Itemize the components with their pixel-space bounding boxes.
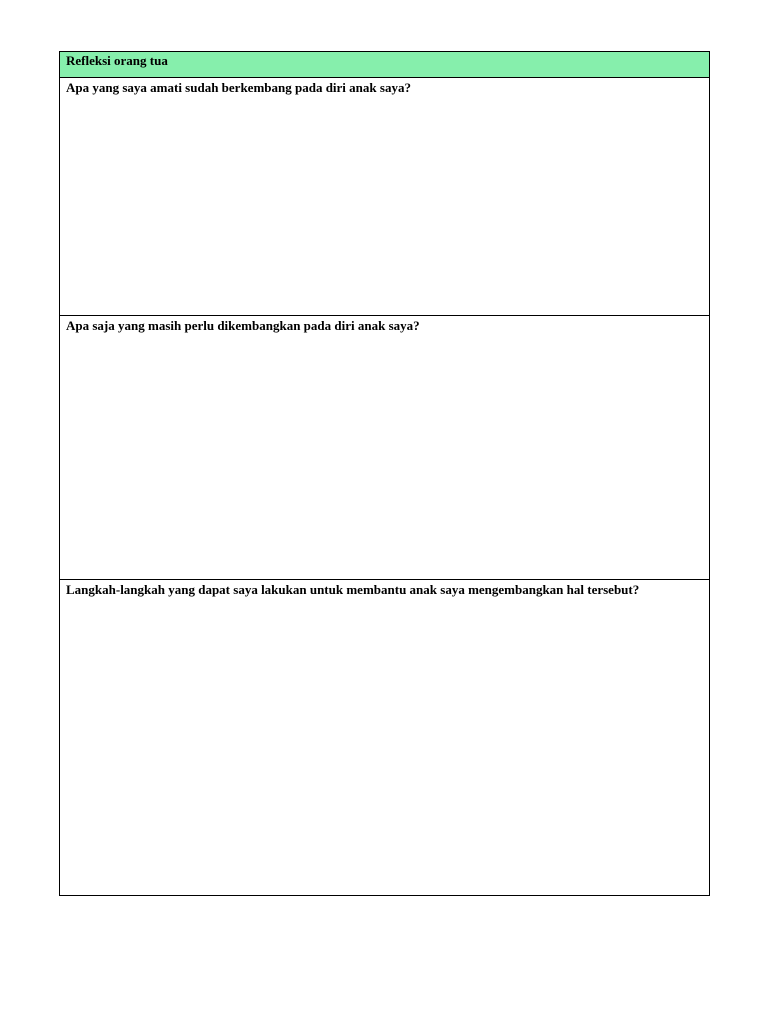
question-label: Apa saja yang masih perlu dikembangkan pada diri anak saya? xyxy=(66,318,420,333)
parent-reflection-table xyxy=(59,51,710,896)
question-box-needs-development[interactable] xyxy=(60,316,709,580)
table-header xyxy=(60,52,709,78)
question-label: Apa yang saya amati sudah berkembang pada diri anak saya? xyxy=(66,80,411,95)
question-label: Langkah-langkah yang dapat saya lakukan untuk membantu anak saya mengembangkan hal tersebut? xyxy=(66,582,640,597)
question-box-developed[interactable] xyxy=(60,78,709,316)
table-title: Refleksi orang tua xyxy=(66,53,168,68)
question-box-action-steps[interactable] xyxy=(60,580,709,895)
